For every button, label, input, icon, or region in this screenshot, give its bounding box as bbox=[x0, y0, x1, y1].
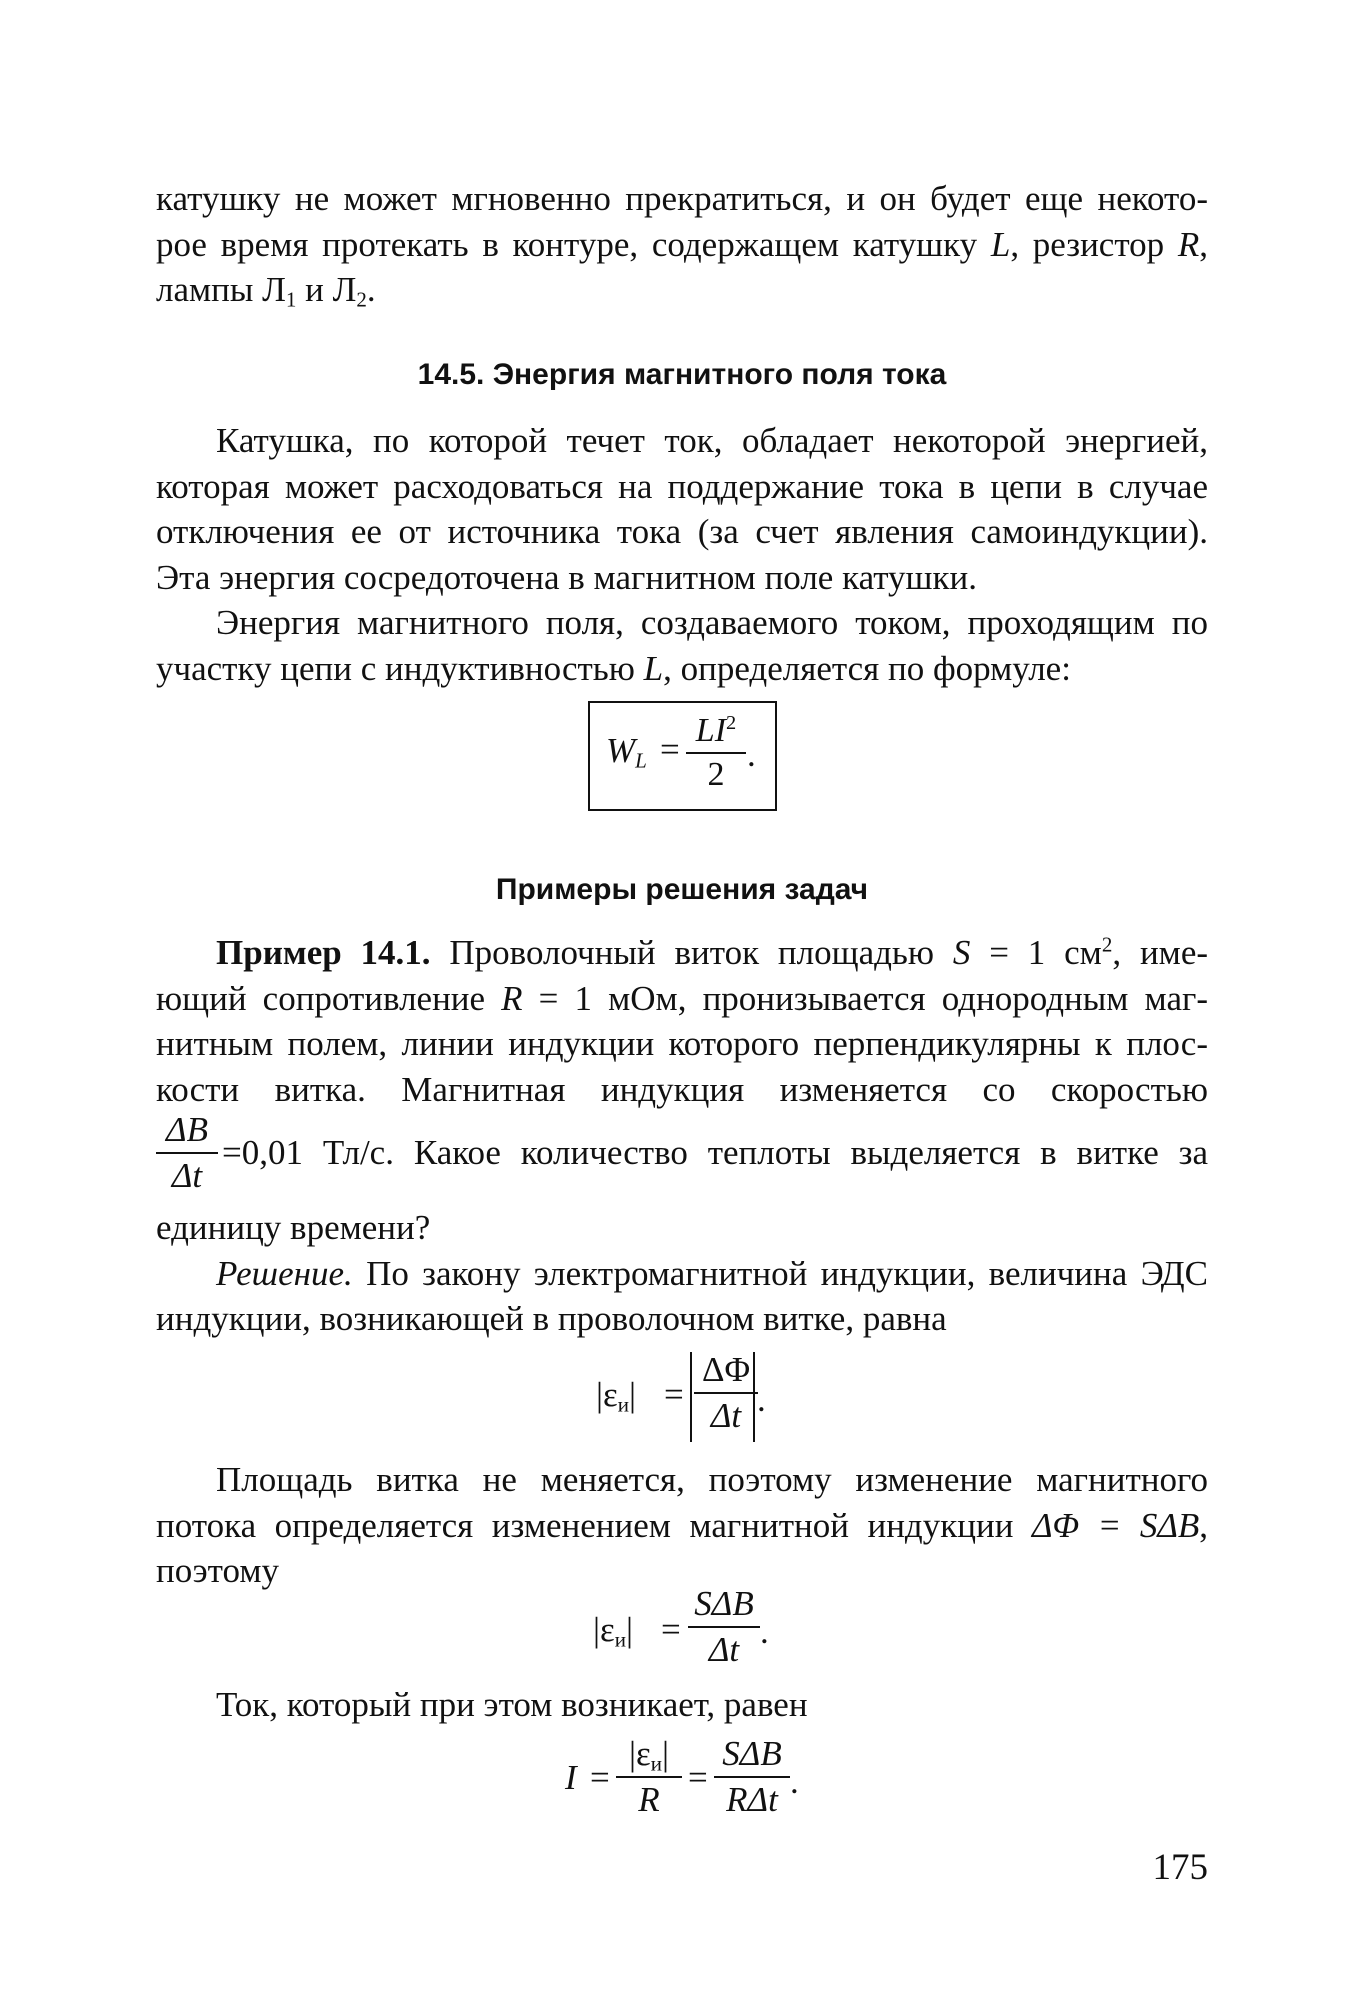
SdB-dt-fraction bbox=[688, 1584, 760, 1670]
frac-dt-3: Δt bbox=[708, 1630, 740, 1669]
formula-num: LI bbox=[695, 712, 727, 749]
fraction-bar bbox=[156, 1152, 218, 1154]
para4a: Площадь витка не меняется, поэтому изменение магнитного потока определяется изменением магнитной индукции bbox=[156, 1460, 1208, 1545]
frac-R: R bbox=[638, 1780, 660, 1819]
section-heading: 14.5. Энергия магнитного поля тока bbox=[417, 358, 947, 391]
example-line6: единицу времени? bbox=[156, 1208, 431, 1247]
eps-abs-1: $|\varepsilon_и|$ bbox=[596, 1375, 636, 1417]
formula-den: 2 bbox=[707, 756, 725, 793]
formula-eq: = bbox=[660, 730, 680, 769]
SdB-Rdt-fraction bbox=[714, 1734, 790, 1820]
fraction-bar bbox=[694, 1392, 758, 1394]
eps-R-fraction: $|\varepsilon_и|$ R bbox=[616, 1734, 682, 1820]
para2: Катушка, по которой течет ток, обладает некоторой энергией, которая может расходоваться на поддержание тока в цепи в случае отключения ее от источника тока (за счет явления самоиндукции). Эта энергия сосредоточена в магнитном поле катушки. bbox=[156, 421, 1208, 597]
formula-wl bbox=[606, 731, 647, 771]
paragraph-continuation bbox=[156, 176, 1208, 313]
example-text1c: , име- bbox=[1112, 933, 1209, 972]
example-line2b: = 1 мОм, пронизывается однородным маг- bbox=[522, 978, 1208, 1018]
example-text1a: Проволочный виток площадью bbox=[430, 933, 953, 972]
eps-sub: и bbox=[617, 1392, 629, 1417]
para1-line2c: , bbox=[1199, 224, 1209, 264]
example-label: Пример 14.1. bbox=[216, 933, 431, 972]
eps-3: ε bbox=[636, 1734, 651, 1773]
paragraph-current bbox=[156, 1682, 1208, 1728]
dB-dt-fraction bbox=[156, 1110, 218, 1196]
var-L: L bbox=[990, 224, 1011, 264]
paragraph-flux bbox=[156, 1457, 1208, 1594]
abs-bar-left bbox=[690, 1352, 692, 1442]
para1-and: и Л bbox=[296, 270, 357, 309]
frac-SdB-2: SΔB bbox=[722, 1734, 782, 1773]
formula-I: I bbox=[565, 1758, 577, 1797]
eps-abs-2: $|\varepsilon_и|$ bbox=[593, 1610, 633, 1652]
sub-2: 2 bbox=[356, 287, 367, 312]
para1-line3a: лампы Л bbox=[156, 270, 286, 309]
frac-dPhi: ΔΦ bbox=[701, 1350, 751, 1389]
frac-SdB: SΔB bbox=[694, 1584, 754, 1623]
example-line5: =0,01 Тл/с. Какое количество теплоты выделяется в витке за bbox=[222, 1133, 1208, 1172]
eq-3: = bbox=[590, 1758, 610, 1797]
para1-line1: катушку не может мгновенно прекратиться, и он будет еще некото- bbox=[156, 179, 1208, 218]
var-L-2: L bbox=[643, 648, 664, 688]
para3b: , определяется по формуле: bbox=[663, 648, 1071, 688]
page-number: 175 bbox=[1152, 1847, 1208, 1888]
para4-formula: ΔΦ = SΔB bbox=[1031, 1505, 1200, 1545]
fraction-bar bbox=[686, 752, 746, 754]
solution-text: По закону электромагнитной индукции, величина ЭДС индукции, возникающей в проволочном витке, равна bbox=[156, 1253, 1208, 1338]
eq-period-2: . bbox=[760, 1612, 769, 1651]
fraction-bar bbox=[616, 1776, 682, 1778]
frac-dB: ΔB bbox=[166, 1110, 208, 1149]
para4b: , поэтому bbox=[156, 1505, 1208, 1590]
formula-sup: 2 bbox=[726, 711, 737, 734]
formula-w: W bbox=[606, 731, 636, 770]
var-S: S bbox=[952, 933, 971, 972]
example-14-1 bbox=[156, 930, 1208, 1112]
sup-cm: 2 bbox=[1101, 932, 1113, 957]
example-text1b: = 1 см bbox=[970, 933, 1102, 972]
formula-w-sub: L bbox=[635, 748, 647, 773]
eq-period-1: . bbox=[757, 1380, 766, 1419]
solution-label: Решение. bbox=[216, 1253, 353, 1293]
var-R-2: R bbox=[501, 978, 523, 1018]
frac-dt-2: Δt bbox=[710, 1396, 742, 1435]
sub-1: 1 bbox=[285, 287, 297, 312]
eps-2: ε bbox=[600, 1610, 615, 1649]
para1-line2a: рое время протекать в контуре, содержащем катушку bbox=[156, 224, 991, 264]
example-line2a: ющий сопротивление bbox=[156, 978, 502, 1018]
frac-Rdt: RΔt bbox=[726, 1780, 778, 1819]
para1-line2b: , резистор bbox=[1010, 224, 1178, 264]
example-line3: нитным полем, линии индукции которого перпендикулярны к плос- bbox=[156, 1024, 1208, 1063]
examples-heading: Примеры решения задач bbox=[495, 873, 869, 906]
para5: Ток, который при этом возникает, равен bbox=[216, 1685, 808, 1724]
eq-period-3: . bbox=[790, 1762, 799, 1801]
formula-fraction bbox=[686, 712, 746, 794]
eq-2: = bbox=[661, 1610, 681, 1649]
period: . bbox=[366, 270, 376, 309]
paragraph-energy bbox=[156, 418, 1208, 691]
eq-4: = bbox=[688, 1758, 708, 1797]
eq-1: = bbox=[664, 1375, 684, 1414]
para3a: Энергия магнитного поля, создаваемого током, проходящим по участку цепи с индуктивностью bbox=[156, 603, 1208, 688]
abs-bar-right bbox=[753, 1352, 755, 1442]
var-R: R bbox=[1177, 224, 1200, 264]
eps: ε bbox=[603, 1375, 618, 1414]
eps-sub-2: и bbox=[614, 1627, 626, 1652]
frac-dt: Δt bbox=[171, 1156, 203, 1195]
eps-sub-3: и bbox=[650, 1751, 662, 1776]
formula-period: . bbox=[747, 735, 756, 774]
example-line4: кости витка. Магнитная индукция изменяется со скоростью bbox=[156, 1069, 1208, 1109]
fraction-bar bbox=[688, 1626, 760, 1628]
example-rest bbox=[156, 1205, 1208, 1342]
fraction-bar bbox=[714, 1776, 790, 1778]
dPhi-dt-fraction bbox=[694, 1350, 758, 1436]
